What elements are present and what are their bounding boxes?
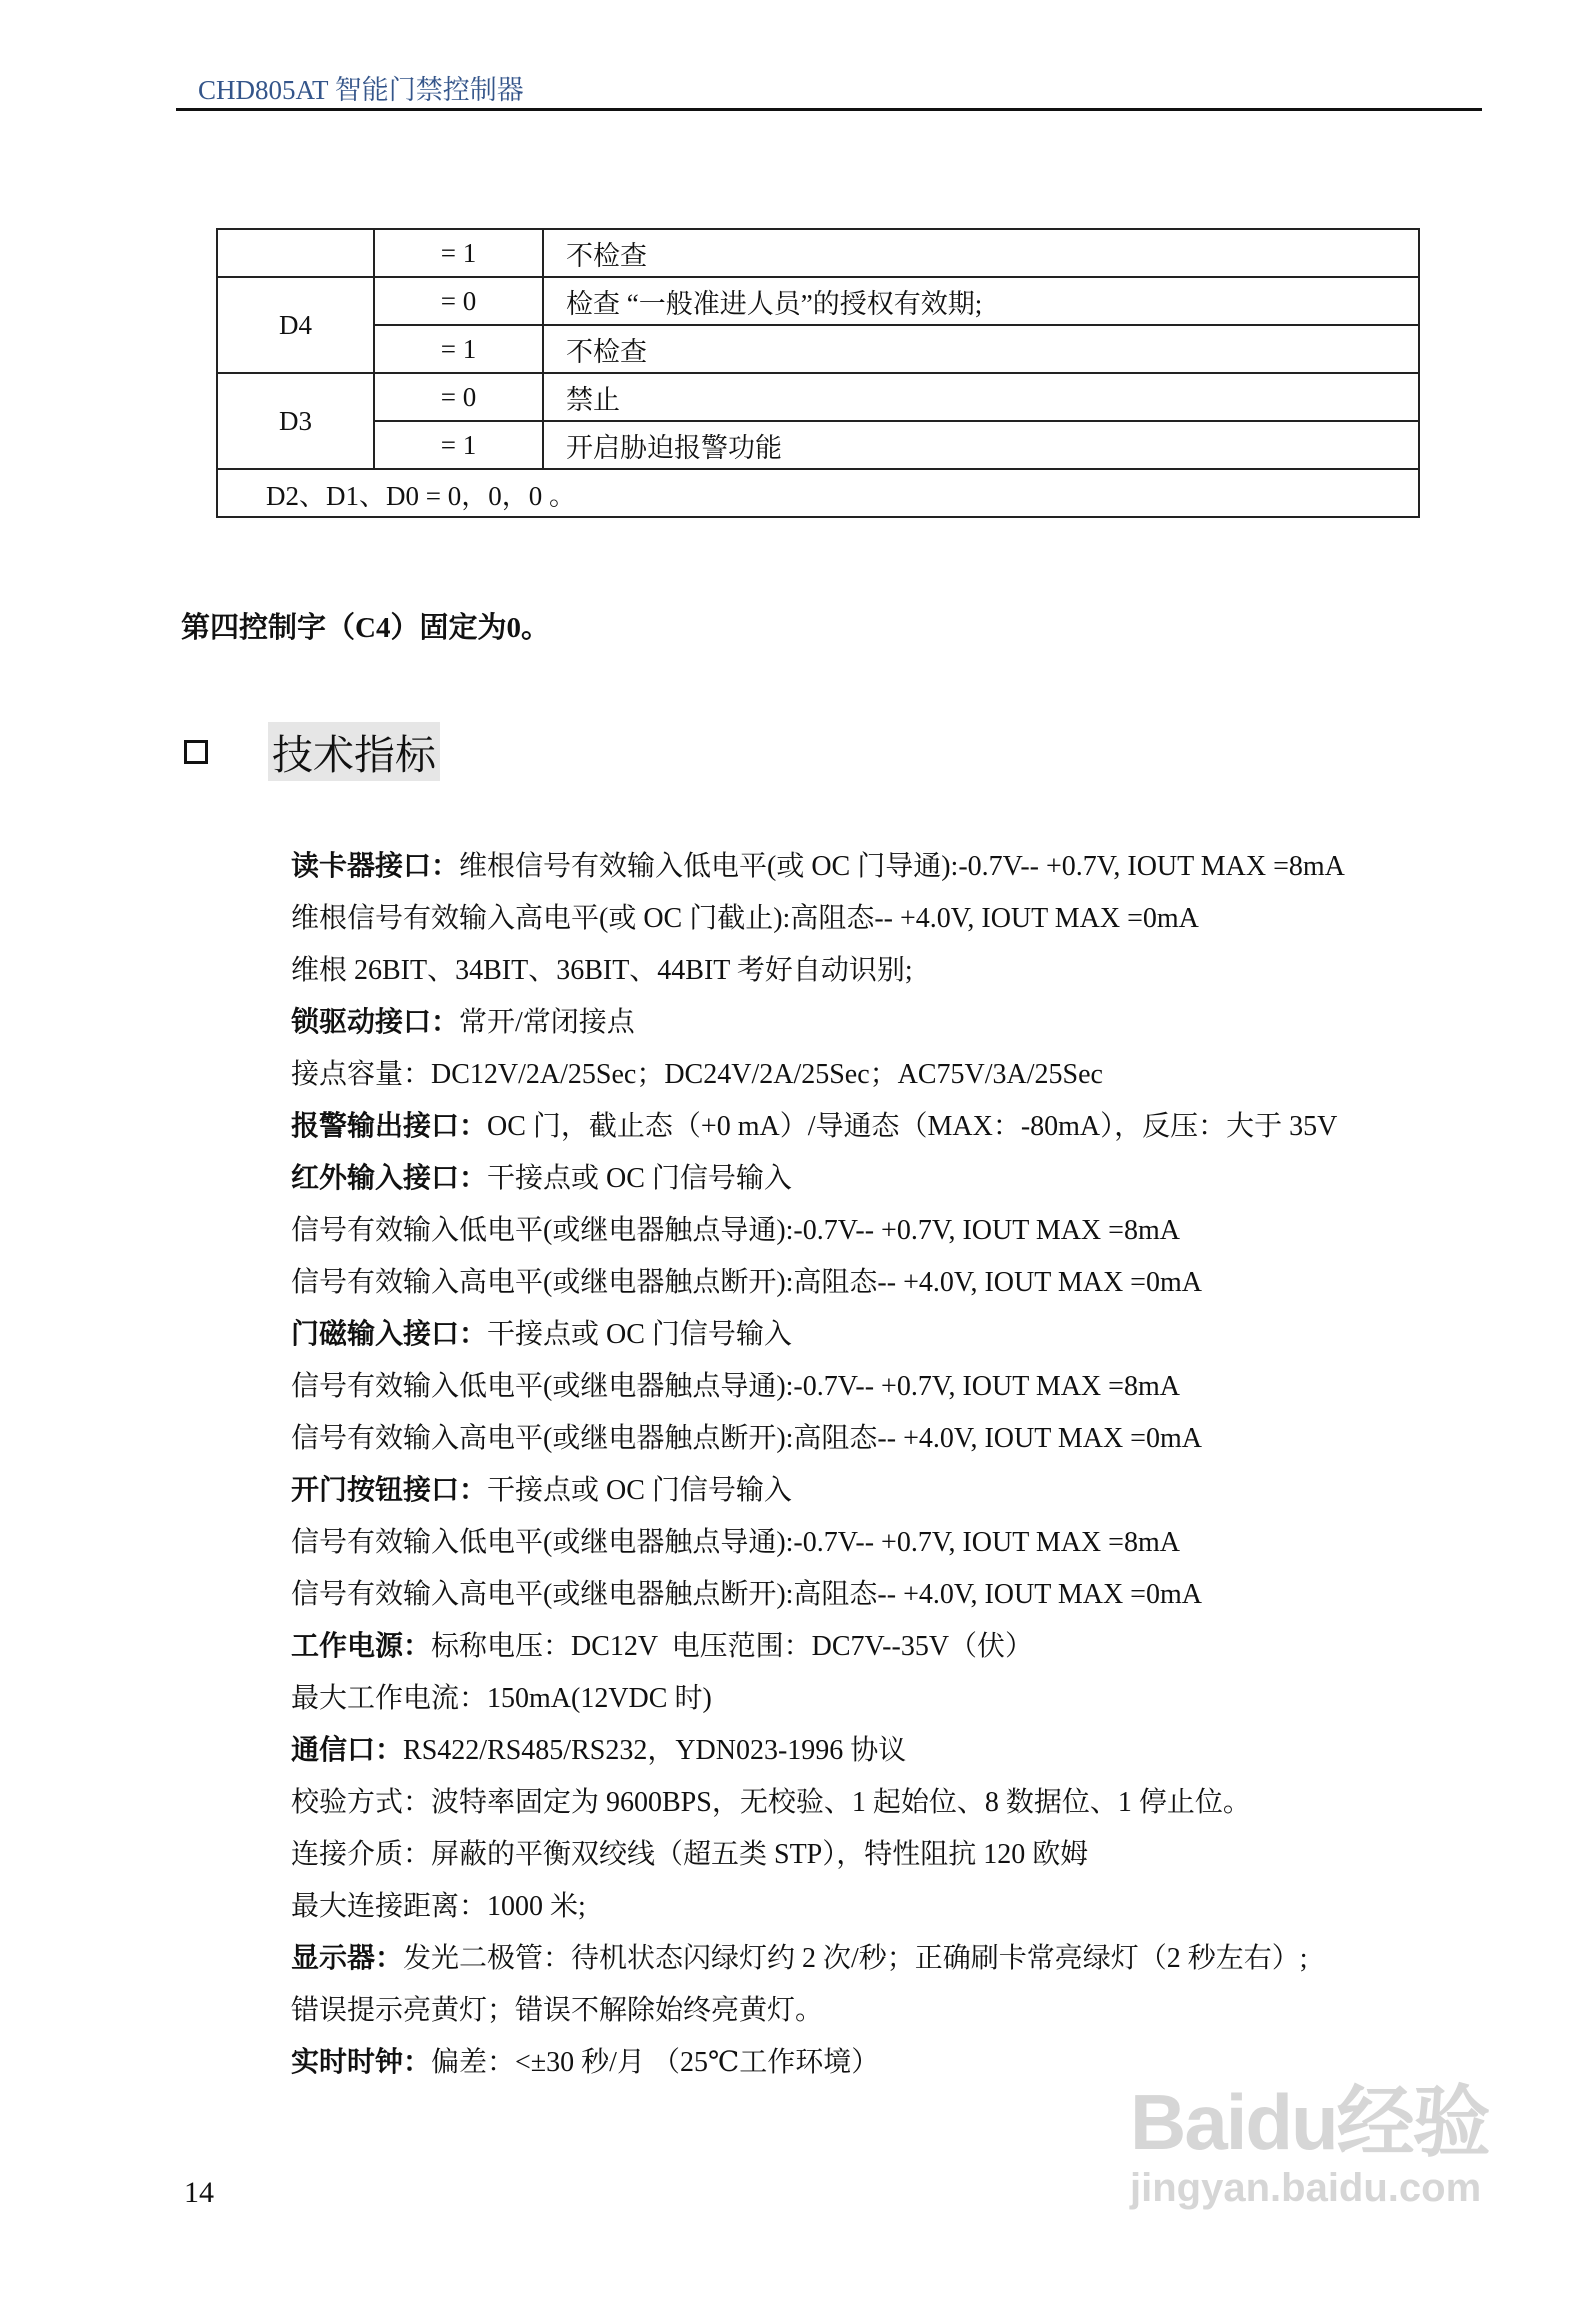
spec-text: 干接点或 OC 门信号输入 — [487, 1319, 792, 1350]
section-heading — [184, 722, 440, 781]
bit-cell — [217, 229, 374, 277]
spec-text: RS422/RS485/RS232，YDN023-1996 协议 — [403, 1735, 907, 1766]
watermark-brand: Baidu经验 — [1130, 2078, 1489, 2166]
spec-line — [291, 1574, 1345, 1626]
spec-line — [291, 1314, 1345, 1366]
spec-text: 错误提示亮黄灯；错误不解除始终亮黄灯。 — [291, 1995, 824, 2026]
spec-text: 发光二极管：待机状态闪绿灯约 2 次/秒；正确刷卡常亮绿灯（2 秒左右）; — [403, 1943, 1308, 1974]
spec-line — [291, 1782, 1345, 1834]
value-cell: = 0 — [374, 277, 543, 325]
watermark-url: jingyan.baidu.com — [1130, 2166, 1482, 2210]
baidu-watermark — [1130, 2060, 1489, 2211]
spec-label: 报警输出接口： — [291, 1111, 488, 1142]
spec-line — [291, 846, 1345, 898]
table-row — [217, 325, 1419, 373]
spec-line — [291, 1366, 1345, 1418]
spec-line — [291, 1678, 1345, 1730]
page-number: 14 — [184, 2176, 214, 2209]
spec-text: 信号有效输入高电平(或继电器触点断开):高阻态-- +4.0V, IOUT MAX =0mA — [291, 1423, 1202, 1454]
value-cell: = 1 — [374, 421, 543, 469]
spec-label: 锁驱动接口： — [291, 1007, 460, 1038]
table-row — [217, 229, 1419, 277]
spec-text: 干接点或 OC 门信号输入 — [487, 1475, 792, 1506]
spec-text: 校验方式：波特率固定为 9600BPS，无校验、1 起始位、8 数据位、1 停止位。 — [291, 1787, 1251, 1818]
spec-line — [291, 1210, 1345, 1262]
spec-line — [291, 1990, 1345, 2042]
spec-text: 偏差：<±30 秒/月 （25℃工作环境） — [431, 2047, 880, 2078]
spec-text: 最大工作电流：150mA(12VDC 时) — [291, 1683, 712, 1714]
spec-line — [291, 1834, 1345, 1886]
c4-fixed-note: 第四控制字（C4）固定为0。 — [181, 612, 550, 644]
desc-cell: 开启胁迫报警功能 — [543, 421, 1419, 469]
spec-line — [291, 1158, 1345, 1210]
spec-line — [291, 1626, 1345, 1678]
spec-text: 信号有效输入低电平(或继电器触点导通):-0.7V-- +0.7V, IOUT MAX =8mA — [291, 1371, 1180, 1402]
spec-text: 维根信号有效输入低电平(或 OC 门导通):-0.7V-- +0.7V, IOUT MAX =8mA — [459, 851, 1345, 882]
desc-cell: 检查 “一般准进人员”的授权有效期; — [543, 277, 1419, 325]
bit-cell: D4 — [217, 277, 374, 373]
spec-label: 工作电源： — [291, 1631, 432, 1662]
spec-text: 维根 26BIT、34BIT、36BIT、44BIT 考好自动识别; — [291, 955, 913, 986]
spec-line — [291, 1522, 1345, 1574]
spec-text: 连接介质：屏蔽的平衡双绞线（超五类 STP），特性阻抗 120 欧姆 — [291, 1839, 1089, 1870]
document-header-title: CHD805AT 智能门禁控制器 — [198, 75, 524, 105]
bit-cell: D3 — [217, 373, 374, 469]
spec-text: 常开/常闭接点 — [459, 1007, 635, 1038]
spec-line — [291, 1886, 1345, 1938]
spec-line — [291, 1054, 1345, 1106]
table-row — [217, 373, 1419, 421]
spec-text: 维根信号有效输入高电平(或 OC 门截止):高阻态-- +4.0V, IOUT MAX =0mA — [291, 903, 1199, 934]
spec-label: 实时时钟： — [291, 2047, 432, 2078]
spec-line — [291, 898, 1345, 950]
table-row — [217, 421, 1419, 469]
table-row — [217, 277, 1419, 325]
header-divider — [176, 108, 1482, 111]
spec-label: 读卡器接口： — [291, 851, 460, 882]
control-bits-table — [216, 228, 1420, 518]
spec-list — [291, 846, 1345, 2094]
desc-cell: 不检查 — [543, 229, 1419, 277]
spec-line — [291, 1106, 1345, 1158]
spec-text: 信号有效输入低电平(或继电器触点导通):-0.7V-- +0.7V, IOUT MAX =8mA — [291, 1215, 1180, 1246]
section-title: 技术指标 — [268, 722, 440, 781]
table-row — [217, 469, 1419, 517]
spec-line — [291, 1938, 1345, 1990]
spec-line — [291, 1418, 1345, 1470]
desc-cell: 不检查 — [543, 325, 1419, 373]
spec-text: 标称电压：DC12V 电压范围：DC7V--35V（伏） — [431, 1631, 1034, 1662]
spec-line — [291, 1002, 1345, 1054]
spec-label: 红外输入接口： — [291, 1163, 488, 1194]
table-footer-cell: D2、D1、D0 = 0，0，0 。 — [217, 469, 1419, 517]
value-cell: = 0 — [374, 373, 543, 421]
spec-line — [291, 1470, 1345, 1522]
spec-text: 信号有效输入高电平(或继电器触点断开):高阻态-- +4.0V, IOUT MAX =0mA — [291, 1267, 1202, 1298]
spec-text: 接点容量：DC12V/2A/25Sec；DC24V/2A/25Sec；AC75V/3A/25Sec — [291, 1059, 1103, 1090]
spec-text: 最大连接距离：1000 米; — [291, 1891, 586, 1922]
spec-line — [291, 1262, 1345, 1314]
spec-label: 通信口： — [291, 1735, 404, 1766]
spec-label: 开门按钮接口： — [291, 1475, 488, 1506]
desc-cell: 禁止 — [543, 373, 1419, 421]
spec-text: 信号有效输入低电平(或继电器触点导通):-0.7V-- +0.7V, IOUT MAX =8mA — [291, 1527, 1180, 1558]
spec-text: 信号有效输入高电平(或继电器触点断开):高阻态-- +4.0V, IOUT MAX =0mA — [291, 1579, 1202, 1610]
spec-text: 干接点或 OC 门信号输入 — [487, 1163, 792, 1194]
value-cell: = 1 — [374, 325, 543, 373]
spec-text: OC 门，截止态（+0 mA）/导通态（MAX：-80mA），反压：大于 35V — [487, 1111, 1338, 1142]
spec-line — [291, 950, 1345, 1002]
spec-label: 门磁输入接口： — [291, 1319, 488, 1350]
checkbox-bullet-icon — [184, 740, 208, 764]
spec-line — [291, 1730, 1345, 1782]
value-cell: = 1 — [374, 229, 543, 277]
spec-label: 显示器： — [291, 1943, 404, 1974]
